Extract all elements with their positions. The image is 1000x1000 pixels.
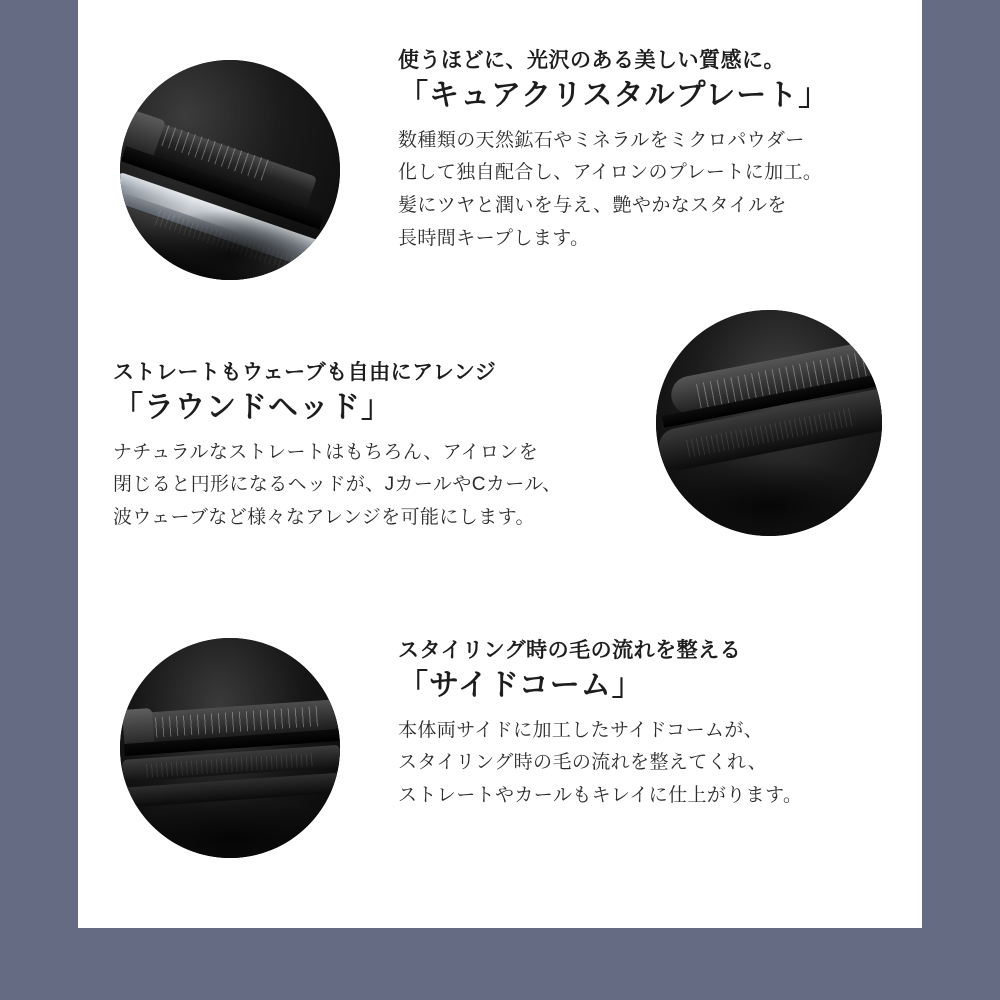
feature-body-line: ナチュラルなストレートはもちろん、アイロンを <box>113 441 539 463</box>
product-photo-plate <box>120 60 340 280</box>
product-photo-side-comb <box>120 638 340 858</box>
feature-heading: 使うほどに、光沢のある美しい質感に。 <box>398 49 785 72</box>
feature-body-line: 髪にツヤと潤いを与え、艶やかなスタイルを <box>398 195 787 217</box>
feature-body-line: 閉じると円形になるヘッドが、JカールやCカール、 <box>113 474 562 496</box>
feature-body-line: 化して独自配合し、アイロンのプレートに加工。 <box>398 162 823 184</box>
feature-body-line: スタイリング時の毛の流れを整えてくれ、 <box>398 752 767 774</box>
feature-body <box>398 715 908 813</box>
feature-body <box>113 437 653 535</box>
feature-title: 「サイドコーム」 <box>398 669 643 703</box>
feature-body <box>398 125 898 256</box>
feature-body-line: 波ウェーブなど様々なアレンジを可能にします。 <box>113 507 535 529</box>
feature-block-cure-crystal-plate <box>78 0 922 290</box>
feature-body-line: 長時間キープします。 <box>398 227 590 249</box>
feature-text-round-head <box>113 360 653 535</box>
feature-body-line: ストレートやカールもキレイに仕上がります。 <box>398 785 803 807</box>
feature-heading: ストレートもウェーブも自由にアレンジ <box>113 361 497 384</box>
feature-block-side-comb <box>78 580 922 880</box>
feature-body-line: 本体両サイドに加工したサイドコームが、 <box>398 719 764 741</box>
product-photo-round-head <box>656 310 882 536</box>
feature-text-side-comb <box>398 638 908 813</box>
feature-text-cure-crystal-plate <box>398 48 898 255</box>
feature-heading: スタイリング時の毛の流れを整える <box>398 639 742 662</box>
feature-title: 「キュアクリスタルプレート」 <box>398 79 830 113</box>
content-card <box>78 0 922 928</box>
feature-title: 「ラウンドヘッド」 <box>113 391 392 425</box>
feature-body-line: 数種類の天然鉱石やミネラルをミクロパウダー <box>398 129 805 151</box>
feature-block-round-head <box>78 290 922 580</box>
